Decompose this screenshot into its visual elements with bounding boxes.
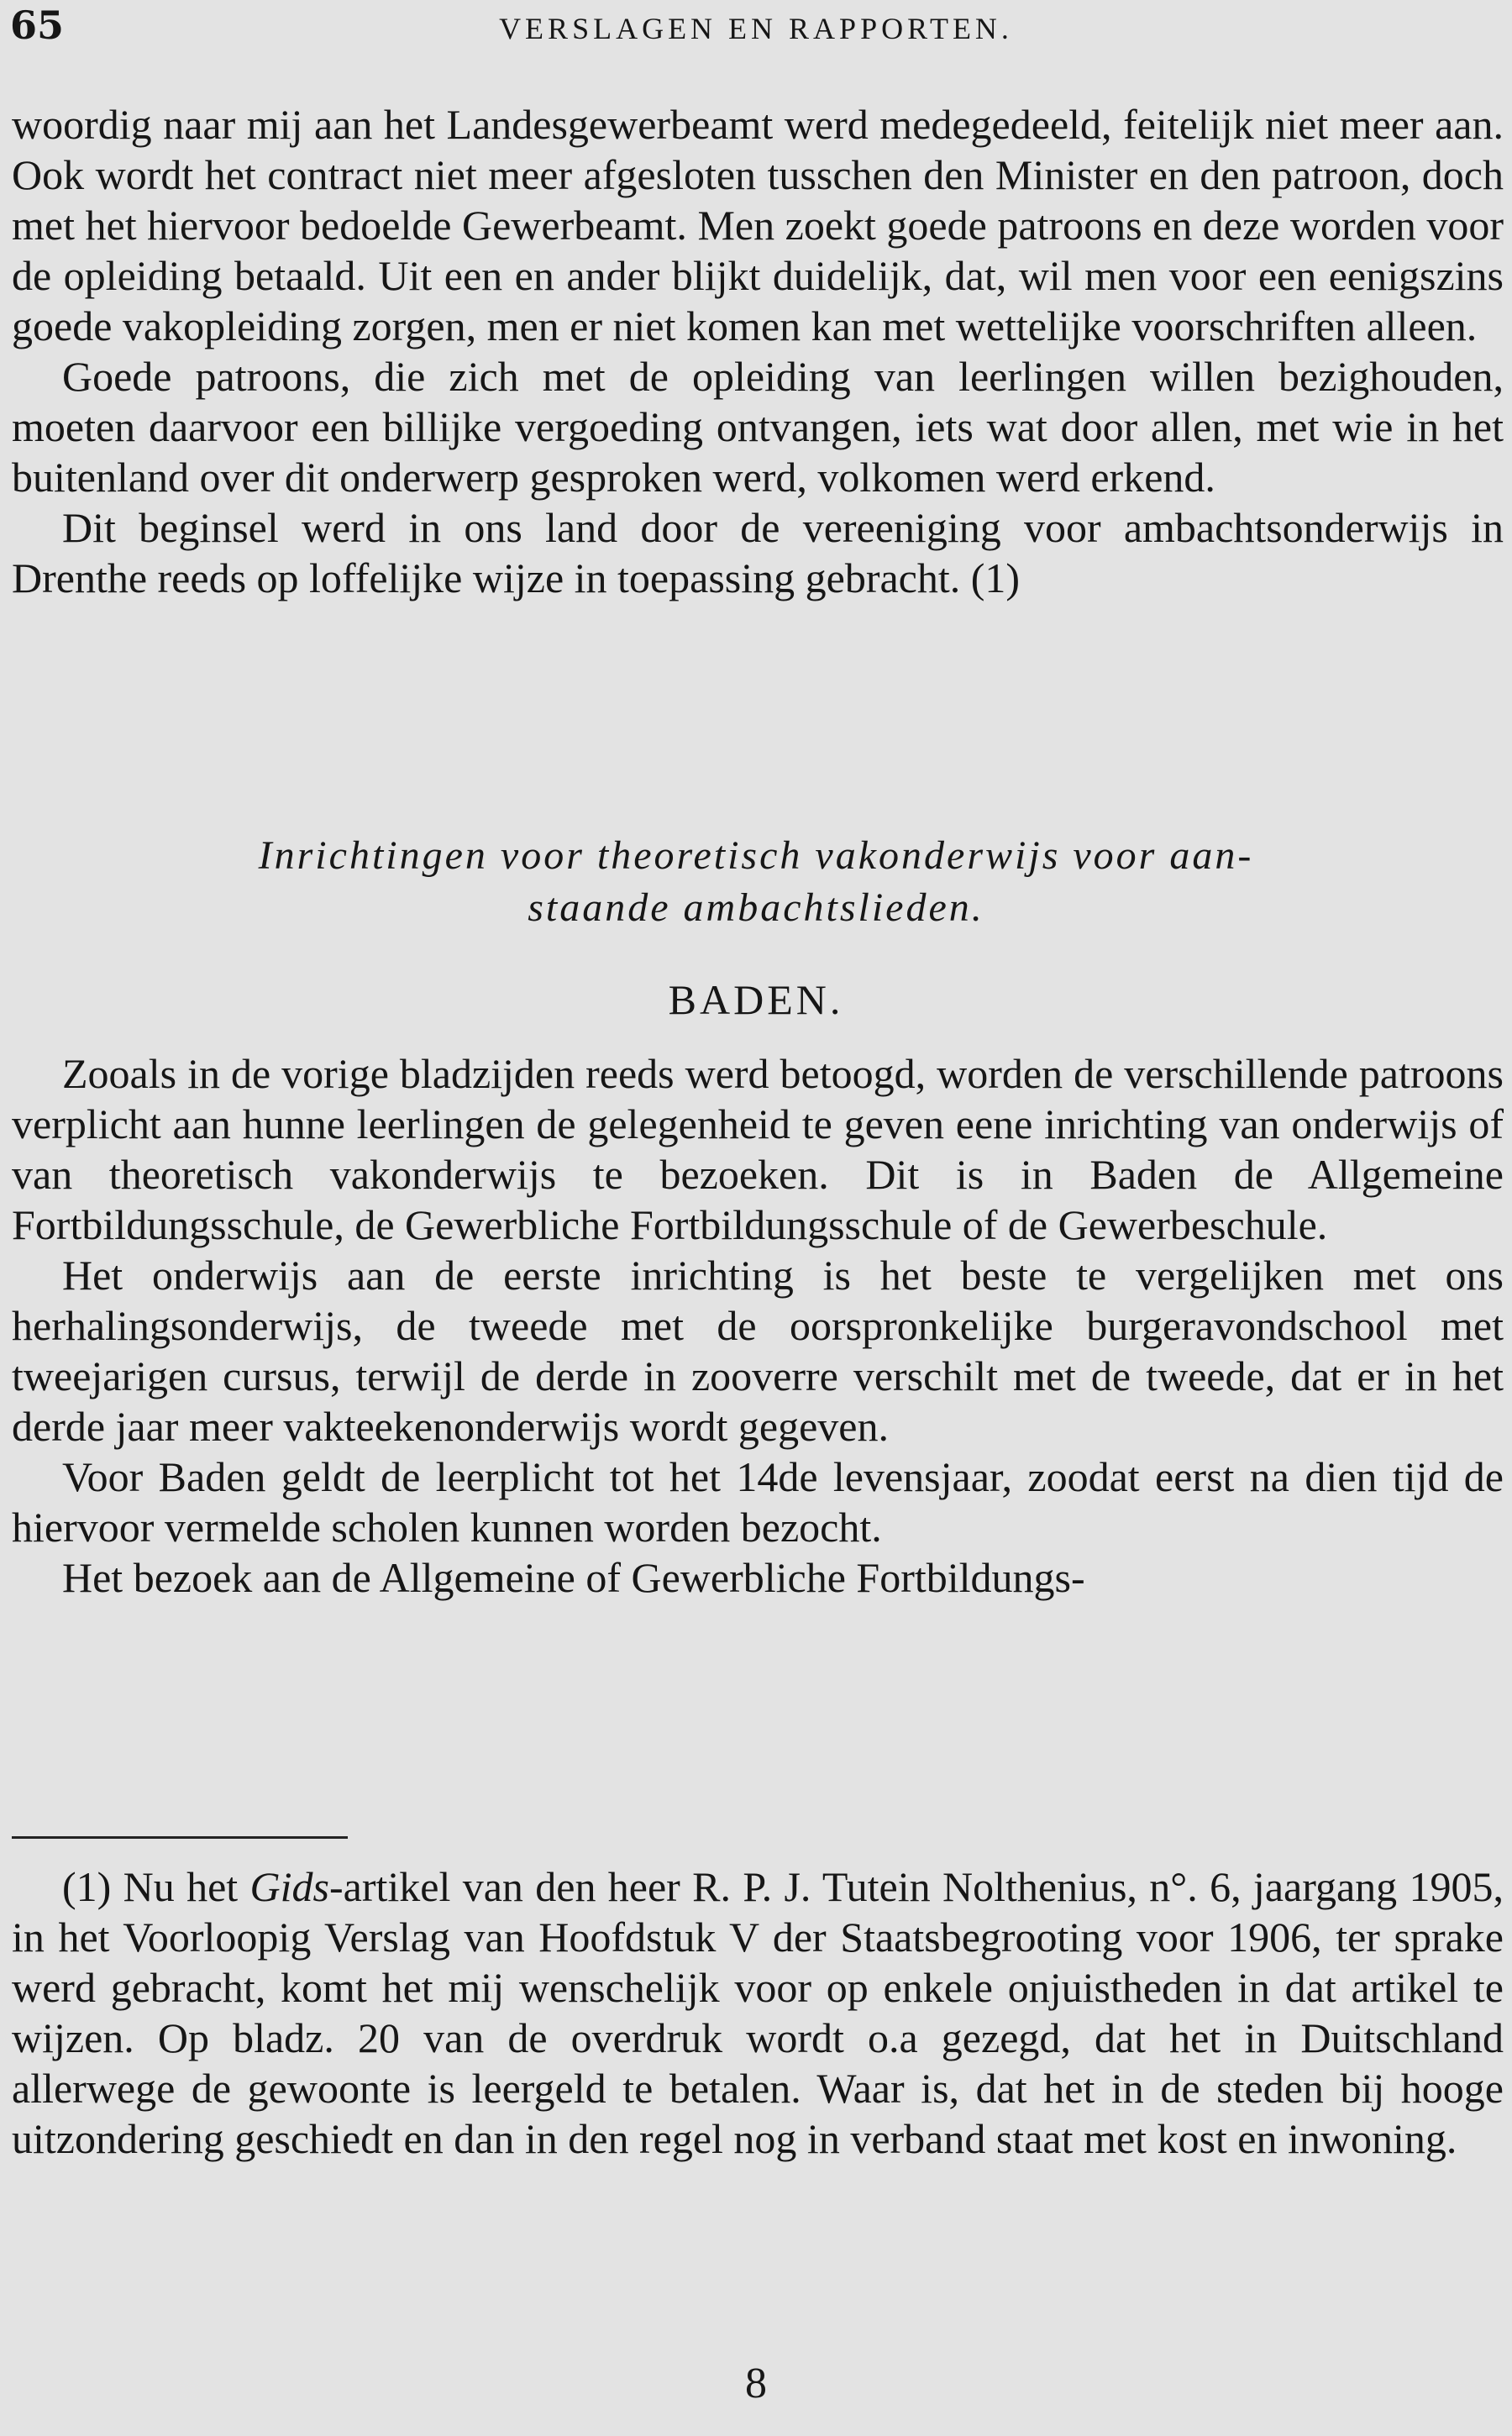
paragraph: Het bezoek aan de Allgemeine of Gewerbliche Fortbildungs- (62, 1554, 1085, 1601)
subheading-line-2: staande ambachtslieden. (528, 885, 984, 930)
paragraph: Zooals in de vorige bladzijden reeds werd betoogd, worden de verschillende patroons verplicht aan hunne leerlingen de gelegenheid te geven eene inrichting van onderwijs of van theoretisch vakonderwijs te bezoeken. Dit is in Baden de Allgemeine Fortbildungsschule, de Gewerbliche Fortbildungsschule of de Gewerbeschule. (12, 1050, 1504, 1248)
paragraph: Voor Baden geldt de leerplicht tot het 14de levensjaar, zoodat eerst na dien tijd de hiervoor vermelde scholen kunnen worden bezocht. (12, 1453, 1504, 1551)
running-head (0, 0, 1512, 50)
footnote-paragraph (12, 1861, 1504, 2164)
running-head-title: VERSLAGEN EN RAPPORTEN. (499, 12, 1013, 45)
paragraph: Het onderwijs aan de eerste inrichting is het beste te vergelijken met ons herhalingsonderwijs, de tweede met de oorspronkelijke burgeravondschool met tweejarigen cursus, terwijl de derde in zooverre verschilt met de tweede, dat er in het derde jaar meer vakteekenonderwijs wordt gegeven. (12, 1252, 1504, 1450)
subheading-line-1: Inrichtingen voor theoretisch vakonderwijs voor aan- (258, 833, 1254, 878)
paragraph: Goede patroons, die zich met de opleiding van leerlingen willen bezighouden, moeten daarvoor een billijke vergoeding ontvangen, iets wat door allen, met wie in het buitenland over dit onderwerp gesproken werd, volkomen werd erkend. (12, 353, 1504, 501)
footnote-divider (12, 1836, 348, 1839)
footnote-text-rest: -artikel van den heer R. P. J. Tutein Nolthenius, n°. 6, jaargang 1905, in het Voorloopig Verslag van Hoofdstuk V der Staatsbegrooting voor 1906, ter sprake werd gebracht, komt het mij wenschelijk voor op enkele onjuistheden in dat artikel te wijzen. Op bladz. 20 van de overdruk wordt o.a gezegd, dat het in Duitschland allerwege de gewoonte is leergeld te betalen. Waar is, dat het in de steden bij hooge uitzondering geschiedt en dan in den regel nog in verband staat met kost en inwoning. (12, 1863, 1504, 2162)
section-one-body (12, 99, 1504, 603)
footnote-marker: (1) (62, 1863, 112, 1910)
section-subheading (0, 830, 1512, 934)
page-number: 65 (10, 3, 65, 48)
paragraph: woordig naar mij aan het Landesgewerbeamt werd medegedeeld, feitelijk niet meer aan. Ook wordt het contract niet meer afgesloten tusschen den Minister en den patroon, doch met het hiervoor bedoelde Gewerbeamt. Men zoekt goede patroons en deze worden voor de opleiding betaald. Uit een en ander blijkt duidelijk, dat, wil men voor een eenigszins goede vakopleiding zorgen, men er niet komen kan met wettelijke voorschriften alleen. (12, 101, 1504, 349)
footnote-text-start: Nu het (123, 1863, 239, 1910)
footnote-italic-word: Gids (249, 1863, 330, 1910)
bottom-signature-mark: 8 (745, 2360, 767, 2407)
section-two-body (12, 1048, 1504, 1603)
footnote (12, 1861, 1504, 2164)
paragraph: Dit beginsel werd in ons land door de vereeniging voor ambachtsonderwijs in Drenthe reeds op loffelijke wijze in toepassing gebracht. (1) (12, 504, 1504, 601)
section-title: BADEN. (668, 976, 844, 1023)
